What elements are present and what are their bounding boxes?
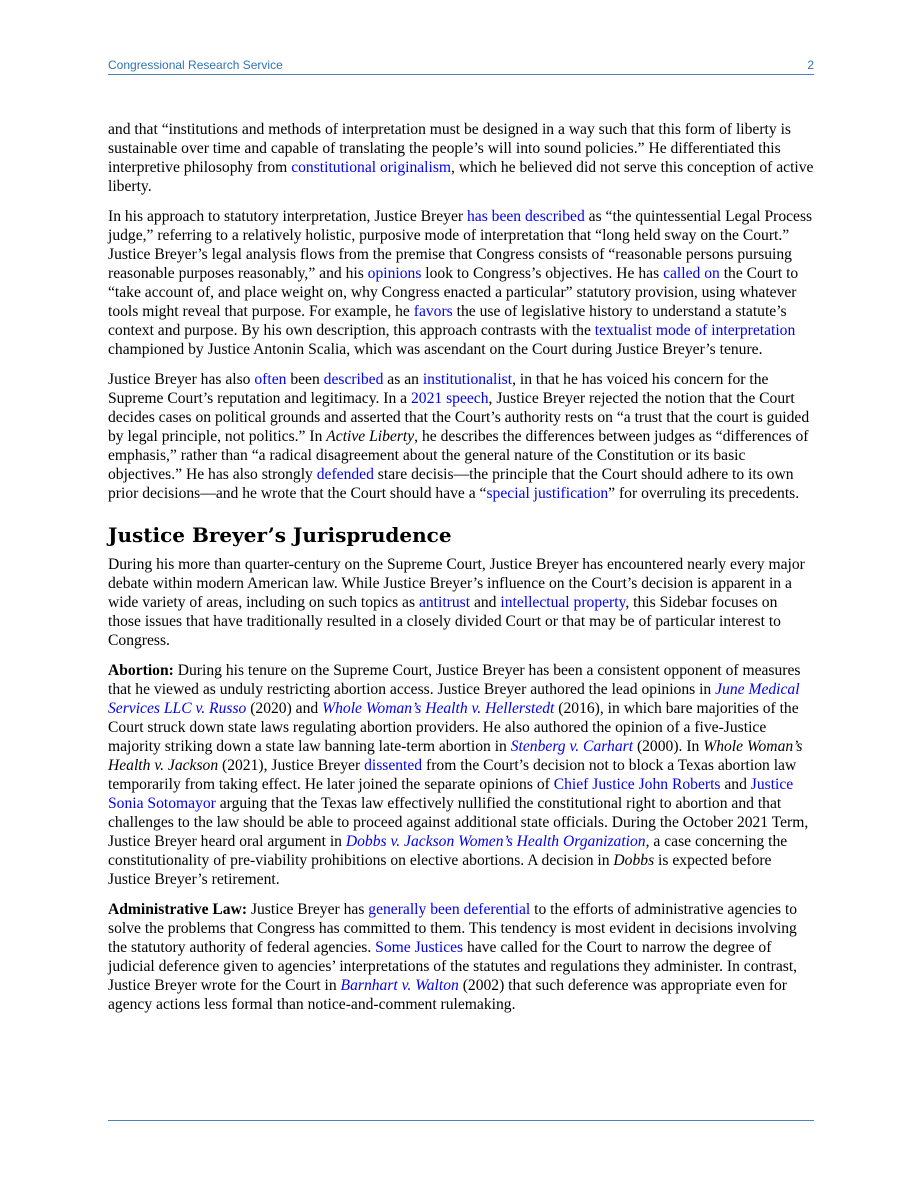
link-has-been-described[interactable]: has been described — [466, 208, 585, 225]
link-generally-deferential[interactable]: generally been deferential — [368, 901, 531, 918]
link-textualist-mode[interactable]: textualist mode of interpretation — [594, 322, 796, 339]
paragraph-abortion: Abortion: During his tenure on the Supreme Court, Justice Breyer has been a consistent opponent of measures that he viewed as unduly restricting abortion access. Justice Breyer authored the lead opinions in June Medical Services LLC v. Russo (2020) and Whole Woman’s Health v. Hellerstedt (2016), in which bare majorities of the Court struck down state laws regulating abortion providers. He also authored the opinion of a five-Justice majority striking down a state law banning late-term abortion in Stenberg v. Carhart (2000). In Whole Woman’s Health v. Jackson (2021), Justice Breyer dissented from the Court’s decision not to block a Texas abortion law temporarily from taking effect. He later joined the separate opinions of Chief Justice John Roberts and Justice Sonia Sotomayor arguing that the Texas law effectively nullified the constitutional right to abortion and that challenges to the law should be able to proceed against additional state officials. During the October 2021 Term, Justice Breyer heard oral argument in Dobbs v. Jackson Women’s Health Organization, a case concerning the constitutionality of pre-viability prohibitions on elective abortions. A decision in Dobbs is expected before Justice Breyer’s retirement. — [108, 662, 809, 888]
link-defended[interactable]: defended — [316, 466, 374, 483]
topic-label: Abortion: — [108, 662, 174, 679]
paragraph-statutory-interpretation: In his approach to statutory interpretation, Justice Breyer has been described as “the quintessential Legal Process judge,” referring to a relatively holistic, purposive mode of interpretation that “long held sway on the Court.” Justice Breyer’s legal analysis flows from the premise that Congress consists of “reasonable persons pursuing reasonable purposes reasonably,” and his opinions look to Congress’s objectives. He has called on the Court to “take account of, and place weight on, why Congress enacted a particular” statutory provision, using whatever tools might reveal that purpose. For example, he favors the use of legislative history to understand a statute’s context and purpose. By his own description, this approach contrasts with the textualist mode of interpretation championed by Justice Antonin Scalia, which was ascendant on the Court during Justice Breyer’s tenure. — [108, 208, 813, 358]
link-some-justices[interactable]: Some Justices — [375, 939, 464, 956]
paragraph-active-liberty: and that “institutions and methods of interpretation must be designed in a way such that this form of liberty is sustainable over time and capable of translating the people’s will into sound policies.” He differentiated this interpretive philosophy from constitutional originalism, which he believed did not serve this conception of active liberty. — [108, 121, 814, 195]
page-number: 2 — [807, 58, 814, 72]
case-name: Whole Woman’s Health v. Jackson — [108, 738, 803, 774]
link-dobbs[interactable]: Dobbs v. Jackson Women’s Health Organization — [345, 833, 646, 850]
link-constitutional-originalism[interactable]: constitutional originalism — [291, 159, 452, 176]
link-stenberg-carhart[interactable]: Stenberg v. Carhart — [510, 738, 634, 755]
link-opinions[interactable]: opinions — [367, 265, 422, 282]
link-called-on[interactable]: called on — [663, 265, 720, 282]
paragraph-institutionalist: Justice Breyer has also often been described as an institutionalist, in that he has voiced his concern for the Supreme Court’s reputation and legitimacy. In a 2021 speech, Justice Breyer rejected the notion that the Court decides cases on political grounds and asserted that the Court’s authority rests on “a trust that the court is guided by legal principle, not politics.” In Active Liberty, he describes the differences between judges as “differences of emphasis,” rather than “a radical disagreement about the general nature of the Constitution or its basic objectives.” He has also strongly defended stare decisis—the principle that the Court should adhere to its own prior decisions—and he wrote that the Court should have a “special justification” for overruling its precedents. — [108, 371, 810, 502]
link-often[interactable]: often — [254, 371, 287, 388]
link-institutionalist[interactable]: institutionalist — [422, 371, 513, 388]
link-favors[interactable]: favors — [413, 303, 453, 320]
link-special-justification[interactable]: special justification — [486, 485, 609, 502]
section-heading: Justice Breyer’s Jurisprudence — [108, 523, 452, 547]
link-june-medical[interactable]: June Medical Services LLC v. Russo — [108, 681, 800, 717]
footer-divider — [108, 1120, 814, 1121]
link-barnhart-walton[interactable]: Barnhart v. Walton — [340, 977, 459, 994]
case-name-short: Dobbs — [613, 852, 655, 869]
link-dissented[interactable]: dissented — [364, 757, 423, 774]
link-2021-speech[interactable]: 2021 speech — [411, 390, 489, 407]
link-justice-sotomayor[interactable]: Justice Sonia Sotomayor — [108, 776, 794, 812]
link-intellectual-property[interactable]: intellectual property — [500, 594, 626, 611]
link-whole-womans-health-hellerstedt[interactable]: Whole Woman’s Health v. Hellerstedt — [322, 700, 555, 717]
paragraph-administrative-law: Administrative Law: Justice Breyer has generally been deferential to the efforts of administrative agencies to solve the problems that Congress has committed to them. This tendency is most evident in decisions involving the statutory authority of federal agencies. Some Justices have called for the Court to narrow the degree of judicial deference given to agencies’ interpretations of the statutes and regulations they administer. In contrast, Justice Breyer wrote for the Court in Barnhart v. Walton (2002) that such deference was appropriate even for agency actions less formal than notice-and-comment rulemaking. — [108, 901, 798, 1013]
header-publisher: Congressional Research Service — [108, 58, 283, 72]
book-title: Active Liberty — [326, 428, 415, 445]
link-antitrust[interactable]: antitrust — [418, 594, 471, 611]
link-described[interactable]: described — [323, 371, 384, 388]
link-chief-justice-roberts[interactable]: Chief Justice John Roberts — [553, 776, 721, 793]
topic-label: Administrative Law: — [108, 901, 248, 918]
document-body — [108, 120, 814, 1025]
page-header — [108, 58, 814, 75]
paragraph-intro-jurisprudence: During his more than quarter-century on the Supreme Court, Justice Breyer has encountered nearly every major debate within modern American law. While Justice Breyer’s influence on the Court’s decision is apparent in a wide variety of areas, including on such topics as antitrust and intellectual property, this Sidebar focuses on those issues that have traditionally resulted in a closely divided Court or that may be of particular interest to Congress. — [108, 556, 805, 649]
